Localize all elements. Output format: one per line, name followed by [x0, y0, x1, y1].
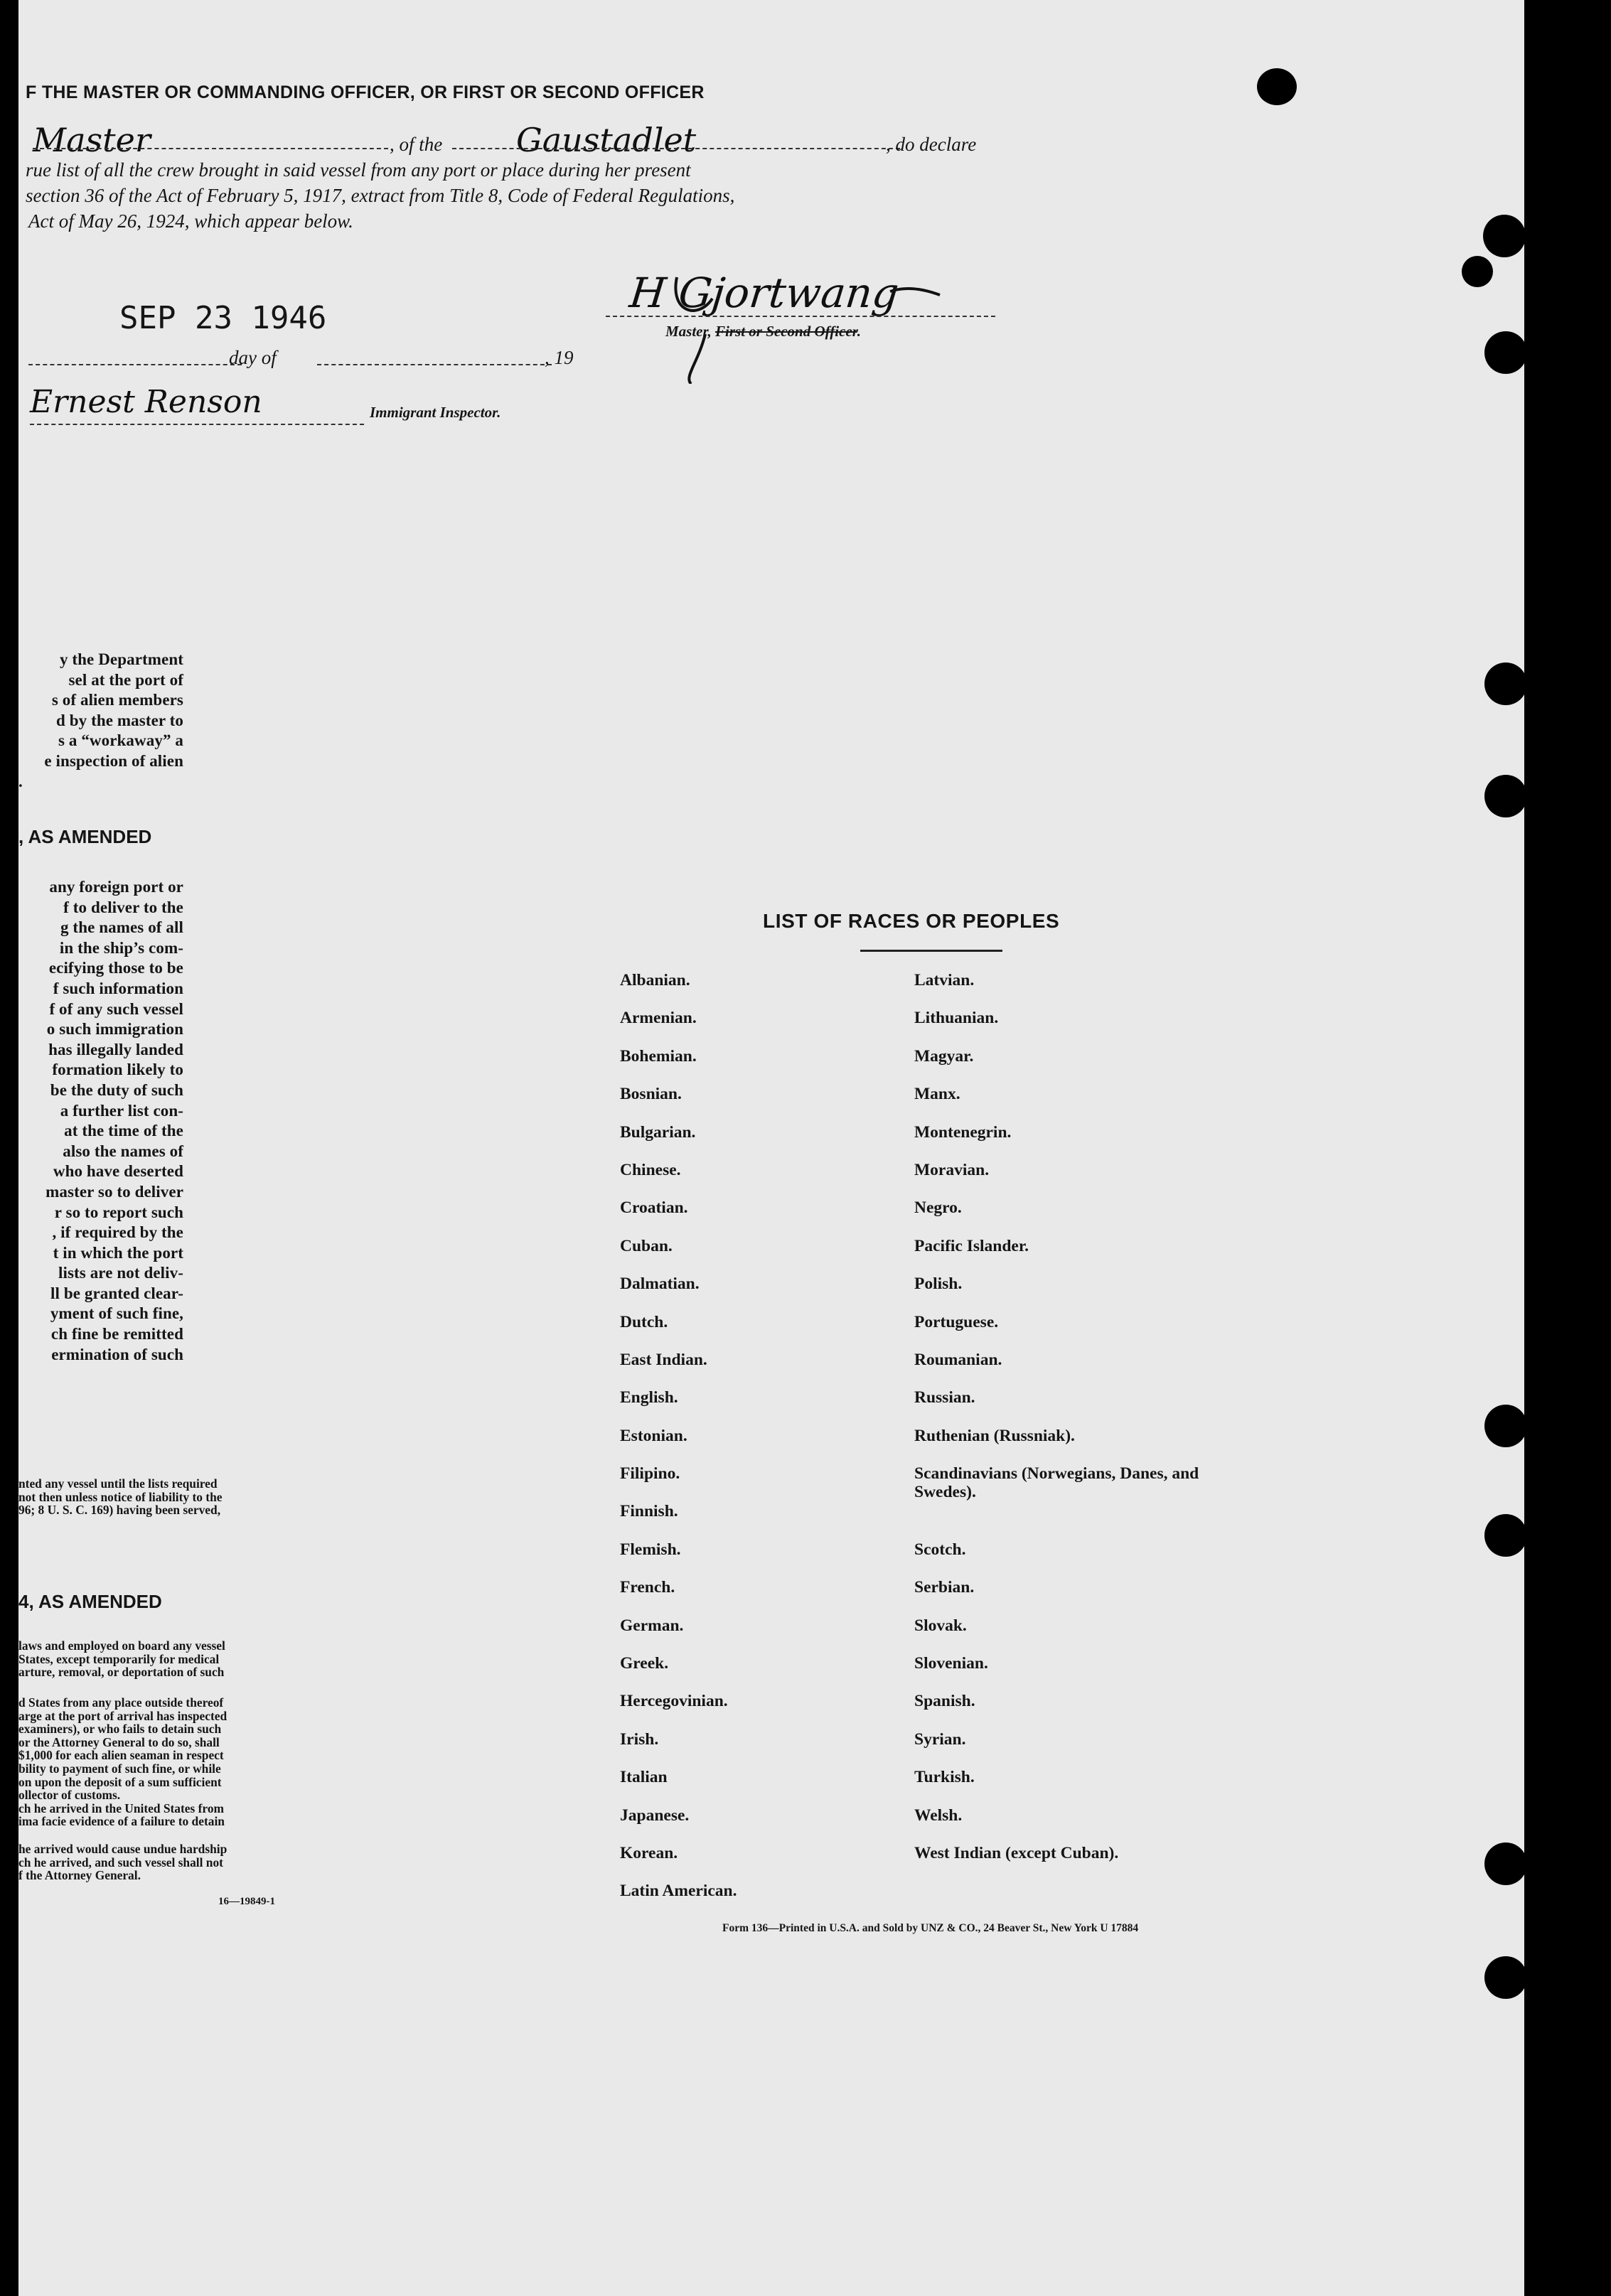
race-item: Japanese. — [620, 1806, 690, 1825]
left-paragraph-4 — [18, 1639, 225, 1679]
race-item: Polish. — [914, 1275, 963, 1294]
race-item: Dutch. — [620, 1312, 668, 1331]
left-p2-line: g the names of all — [60, 918, 183, 937]
race-item: Syrian. — [914, 1729, 966, 1749]
left-p5-line: examiners), or who fails to detain such — [18, 1722, 222, 1737]
manifest-page — [18, 0, 1524, 2296]
left-p3-line: 96; 8 U. S. C. 169) having been served, — [18, 1503, 221, 1518]
page-header: F THE MASTER OR COMMANDING OFFICER, OR FIRST OR SECOND OFFICER — [26, 82, 705, 102]
left-p2-line: f to deliver to the — [63, 898, 183, 916]
race-item: Scotch. — [914, 1540, 966, 1559]
race-item: Italian — [620, 1768, 668, 1787]
race-item: Turkish. — [914, 1768, 975, 1787]
left-p2-line: f such information — [53, 979, 183, 997]
left-p4-line: arture, removal, or deportation of such — [18, 1665, 225, 1680]
left-p5-line: or the Attorney General to do so, shall — [18, 1734, 220, 1749]
left-p1-line: sel at the port of — [68, 670, 183, 689]
left-p5-line: bility to payment of such fine, or while — [18, 1761, 221, 1776]
race-item: Welsh. — [914, 1806, 963, 1825]
left-p2-line: lists are not deliv- — [58, 1264, 183, 1282]
race-item: Negro. — [914, 1198, 962, 1218]
vessel-underline — [452, 148, 900, 149]
left-p2-line: t in which the port — [53, 1243, 183, 1262]
left-p1-line: s a “workaway” a — [58, 731, 183, 750]
of-the-text: , of the — [390, 134, 443, 155]
handwritten-vessel-name: Gaustadlet — [516, 121, 697, 159]
handwritten-rank: Master — [33, 121, 151, 159]
races-column-1 — [620, 971, 737, 1903]
signature-underline — [606, 316, 995, 317]
race-item: Korean. — [620, 1843, 678, 1862]
left-p1-line: . — [18, 772, 23, 790]
year-prefix: , 19 — [545, 347, 574, 368]
punch-hole — [1484, 1405, 1524, 1447]
date-underline-left — [28, 364, 242, 365]
punch-hole — [1484, 1956, 1524, 1999]
race-item: Bosnian. — [620, 1085, 682, 1104]
left-p4-line: laws and employed on board any vessel — [18, 1638, 225, 1653]
rank-underline — [33, 148, 388, 149]
left-p2-line: master so to deliver — [46, 1182, 183, 1201]
race-item: Cuban. — [620, 1236, 673, 1255]
punch-hole — [1483, 215, 1524, 257]
left-p5-line: ima facie evidence of a failure to detain — [18, 1814, 225, 1829]
left-p1-line: s of alien members — [51, 691, 183, 709]
left-p2-line: who have deserted — [53, 1162, 183, 1181]
left-p2-line: has illegally landed — [48, 1040, 183, 1058]
left-p2-line: yment of such fine, — [50, 1304, 183, 1323]
left-p6-line: he arrived would cause undue hardship — [18, 1842, 228, 1856]
left-p2-line: be the duty of such — [50, 1080, 183, 1099]
day-of-text: day of — [229, 347, 277, 368]
punch-hole — [1484, 1842, 1524, 1885]
inspector-label: Immigrant Inspector. — [370, 404, 501, 421]
master-signature: H Gjortwang — [627, 269, 901, 317]
section-heading-2: 4, AS AMENDED — [18, 1591, 162, 1612]
race-item: Greek. — [620, 1654, 669, 1673]
caption-master: Master, — [665, 323, 712, 340]
race-item: Spanish. — [914, 1692, 975, 1711]
race-item: English. — [620, 1388, 678, 1407]
left-p2-line: , if required by the — [52, 1223, 183, 1242]
race-item: Hercegovinian. — [620, 1692, 728, 1711]
race-item: Irish. — [620, 1729, 659, 1749]
left-paragraph-5 — [18, 1696, 227, 1828]
race-item: Filipino. — [620, 1464, 680, 1484]
race-item: Bulgarian. — [620, 1122, 696, 1142]
punch-hole — [1462, 256, 1493, 287]
race-item: Flemish. — [620, 1540, 681, 1559]
left-p2-line: o such immigration — [46, 1020, 183, 1039]
race-item: German. — [620, 1616, 684, 1635]
punch-hole — [1484, 662, 1524, 705]
race-item: Latin American. — [620, 1882, 737, 1901]
declaration-line-2: rue list of all the crew brought in said vessel from any port or place during her present — [26, 159, 691, 181]
race-item: West Indian (except Cuban). — [914, 1844, 1119, 1862]
race-item: Magyar. — [914, 1046, 974, 1066]
race-item: French. — [620, 1578, 675, 1597]
left-p6-line: ch he arrived, and such vessel shall not — [18, 1855, 223, 1869]
inspector-signature: Ernest Renson — [30, 384, 262, 420]
section-heading-1: , AS AMENDED — [18, 826, 152, 847]
race-item: Chinese. — [620, 1160, 681, 1179]
form-code: 16—19849-1 — [218, 1896, 275, 1907]
left-p5-line: d States from any place outside thereof — [18, 1695, 224, 1710]
left-p2-line: in the ship’s com- — [59, 938, 183, 957]
race-item: Russian. — [914, 1388, 975, 1407]
race-item: Lithuanian. — [914, 1009, 999, 1028]
left-p3-line: not then unless notice of liability to the — [18, 1489, 223, 1504]
race-item: East Indian. — [620, 1350, 707, 1369]
left-paragraph-1 — [18, 650, 183, 792]
race-item: Estonian. — [620, 1426, 687, 1445]
left-p1-line: d by the master to — [56, 711, 183, 729]
race-item: Croatian. — [620, 1198, 688, 1218]
date-underline-right — [317, 364, 552, 365]
punch-hole — [1257, 68, 1297, 105]
left-p4-line: States, except temporarily for medical — [18, 1651, 220, 1666]
left-p2-line: any foreign port or — [49, 878, 183, 896]
races-list-title: LIST OF RACES OR PEOPLES — [763, 910, 1060, 932]
left-p2-line: ecifying those to be — [48, 959, 183, 977]
race-item: Portuguese. — [914, 1312, 999, 1331]
punch-hole — [1484, 775, 1524, 817]
race-item: Bohemian. — [620, 1046, 697, 1066]
left-paragraph-2 — [18, 877, 183, 1365]
left-p2-line: formation likely to — [52, 1061, 183, 1079]
race-item: Serbian. — [914, 1578, 975, 1597]
caption-struck-officer: First or Second Officer — [715, 323, 857, 340]
left-paragraph-3 — [18, 1477, 222, 1517]
left-p2-line: f of any such vessel — [49, 999, 183, 1018]
inspector-underline — [30, 424, 364, 425]
declaration-line-3: section 36 of the Act of February 5, 1917, extract from Title 8, Code of Federal Regulations, — [26, 185, 735, 206]
left-p2-line: at the time of the — [64, 1122, 183, 1140]
do-declare-text: , do declare — [886, 134, 977, 155]
race-item: Manx. — [914, 1085, 960, 1104]
left-p6-line: f the Attorney General. — [18, 1868, 141, 1883]
race-item: Finnish. — [620, 1502, 678, 1521]
race-item: Montenegrin. — [914, 1122, 1012, 1142]
left-p2-line: ermination of such — [51, 1345, 183, 1363]
left-p5-line: ollector of customs. — [18, 1788, 121, 1803]
race-item: Armenian. — [620, 1009, 697, 1028]
left-p3-line: nted any vessel until the lists required — [18, 1476, 218, 1491]
races-column-2 — [914, 971, 1213, 1882]
left-p1-line: e inspection of alien — [44, 751, 183, 770]
left-p2-line: ch fine be remitted — [50, 1325, 183, 1343]
race-item: Albanian. — [620, 971, 690, 989]
left-p5-line: on upon the deposit of a sum sufficient — [18, 1774, 222, 1789]
date-stamp: SEP 23 1946 — [119, 300, 327, 336]
title-rule — [860, 950, 1002, 952]
left-p1-line: y the Department — [59, 650, 183, 668]
left-p2-line: a further list con- — [60, 1101, 183, 1120]
race-item: Pacific Islander. — [914, 1236, 1029, 1255]
left-paragraph-6 — [18, 1842, 227, 1882]
left-p5-line: ch he arrived in the United States from — [18, 1801, 225, 1815]
race-item: Roumanian. — [914, 1350, 1002, 1369]
left-p2-line: r so to report such — [54, 1203, 183, 1221]
race-item: Latvian. — [914, 971, 975, 989]
race-item: Slovak. — [914, 1616, 967, 1635]
caption-suffix: . — [857, 323, 861, 340]
punch-hole — [1484, 1514, 1524, 1557]
race-item: Slovenian. — [914, 1654, 988, 1673]
declaration-line-4: Act of May 26, 1924, which appear below. — [28, 210, 353, 232]
printer-footer: Form 136—Printed in U.S.A. and Sold by UNZ & CO., 24 Beaver St., New York U 17884 — [722, 1922, 1139, 1934]
left-p5-line: $1,000 for each alien seaman in respect — [18, 1748, 224, 1763]
left-p2-line: ll be granted clear- — [50, 1284, 183, 1302]
left-p2-line: also the names of — [63, 1142, 183, 1160]
race-item: Ruthenian (Russniak). — [914, 1426, 1075, 1445]
race-item: Moravian. — [914, 1160, 990, 1179]
master-caption — [665, 323, 861, 340]
left-p5-line: arge at the port of arrival has inspected — [18, 1708, 228, 1723]
race-item: Dalmatian. — [620, 1275, 700, 1294]
race-item: Scandinavians (Norwegians, Danes, and Swedes). — [914, 1464, 1199, 1502]
punch-hole — [1484, 331, 1524, 374]
